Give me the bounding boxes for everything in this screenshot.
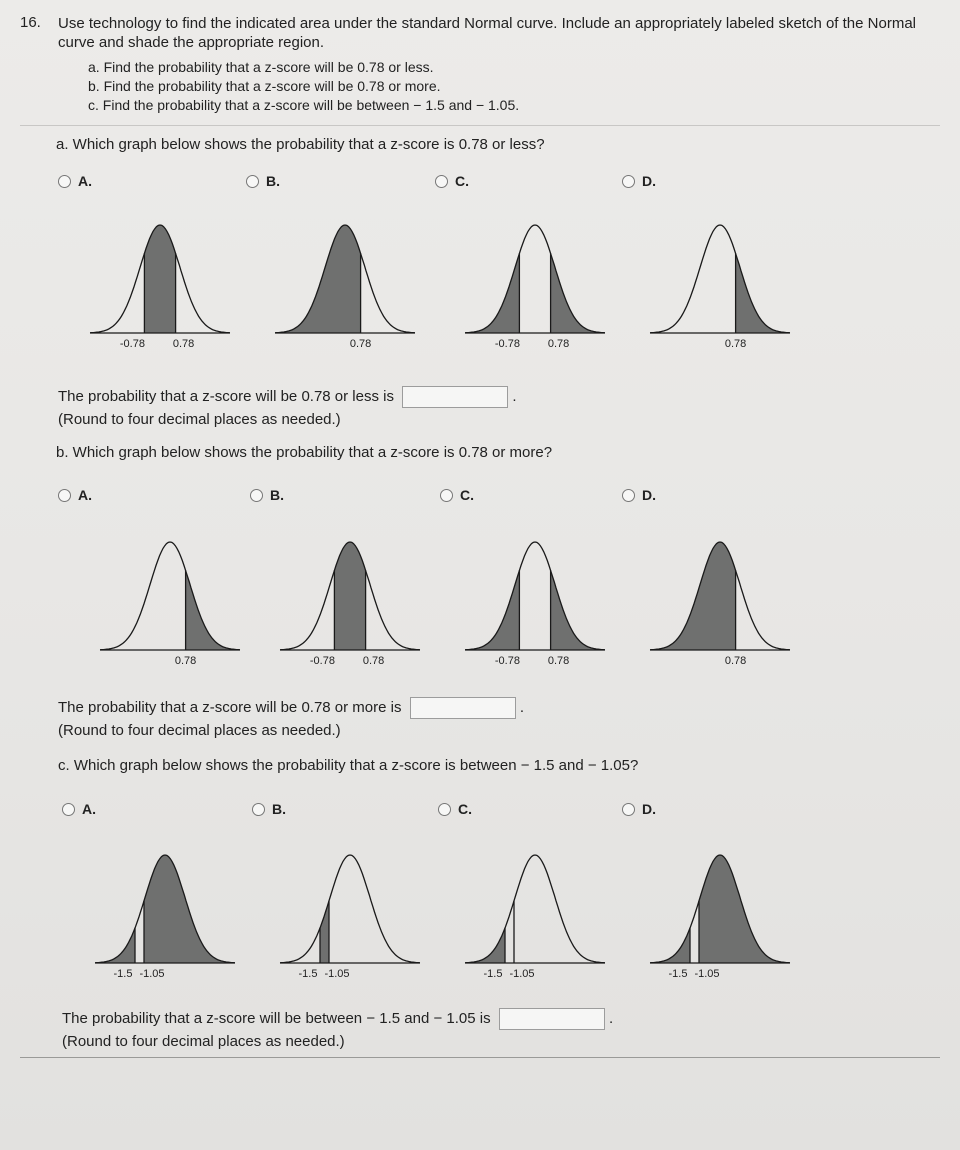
part-a-option-d[interactable]: D. bbox=[622, 173, 656, 189]
part-c-graph-a bbox=[95, 845, 235, 993]
part-c-graph-c bbox=[465, 845, 605, 993]
normal-curve-plot bbox=[275, 215, 415, 358]
item-a: a. Find the probability that a z-score will be 0.78 or less. bbox=[88, 59, 434, 75]
radio-button[interactable] bbox=[58, 175, 71, 188]
part-c-option-c[interactable]: C. bbox=[438, 801, 472, 817]
part-b-graph-d bbox=[650, 532, 790, 680]
part-b-option-c[interactable]: C. bbox=[440, 487, 474, 503]
radio-button[interactable] bbox=[438, 803, 451, 816]
normal-curve bbox=[465, 542, 605, 650]
radio-button[interactable] bbox=[246, 175, 259, 188]
tick-label: 0.78 bbox=[362, 655, 385, 667]
part-c-answer-note: (Round to four decimal places as needed.) bbox=[62, 1033, 345, 1050]
shaded-region bbox=[144, 855, 235, 963]
period: . bbox=[519, 698, 524, 716]
question-number: 16. bbox=[20, 14, 41, 31]
radio-button[interactable] bbox=[250, 489, 263, 502]
tick-label: -1.05 bbox=[509, 968, 535, 980]
shaded-region bbox=[275, 225, 361, 333]
part-b-graph-a bbox=[100, 532, 240, 680]
tick-label: 0.78 bbox=[349, 338, 372, 350]
normal-curve-plot bbox=[465, 215, 605, 358]
part-c-answer-line bbox=[62, 1008, 613, 1030]
part-a-answer-input[interactable] bbox=[402, 386, 508, 408]
part-c-answer-input[interactable] bbox=[499, 1008, 605, 1030]
part-b-graph-c bbox=[465, 532, 605, 680]
tick-label: -1.05 bbox=[324, 968, 350, 980]
part-b-answer-text: The probability that a z-score will be 0.78 or more is bbox=[58, 698, 402, 716]
part-a-graph-c bbox=[465, 215, 605, 363]
radio-button[interactable] bbox=[622, 175, 635, 188]
divider bbox=[20, 125, 940, 126]
radio-button[interactable] bbox=[440, 489, 453, 502]
normal-curve-plot bbox=[90, 215, 230, 358]
part-b-answer-line bbox=[58, 697, 524, 719]
normal-curve bbox=[465, 855, 605, 963]
part-b-option-b[interactable]: B. bbox=[250, 487, 284, 503]
tick-label: 0.78 bbox=[547, 655, 570, 667]
part-b-graph-b bbox=[280, 532, 420, 680]
tick-label: 0.78 bbox=[172, 338, 195, 350]
normal-curve bbox=[100, 542, 240, 650]
part-a-prompt: a. Which graph below shows the probability that a z-score is 0.78 or less? bbox=[56, 136, 545, 153]
normal-curve-plot bbox=[100, 532, 240, 675]
tick-label: -1.05 bbox=[139, 968, 165, 980]
item-b: b. Find the probability that a z-score will be 0.78 or more. bbox=[88, 78, 441, 94]
tick-label: -0.78 bbox=[119, 338, 145, 350]
normal-curve-plot bbox=[95, 845, 235, 988]
part-a-answer-note: (Round to four decimal places as needed.) bbox=[58, 411, 341, 428]
part-c-option-a[interactable]: A. bbox=[62, 801, 96, 817]
normal-curve-plot bbox=[465, 845, 605, 988]
tick-label: -0.78 bbox=[309, 655, 335, 667]
period: . bbox=[608, 1009, 614, 1027]
part-b-answer-note: (Round to four decimal places as needed.) bbox=[58, 722, 341, 739]
part-a-graph-d bbox=[650, 215, 790, 363]
shaded-region bbox=[650, 542, 736, 650]
part-b-option-a[interactable]: A. bbox=[58, 487, 92, 503]
normal-curve-plot bbox=[465, 532, 605, 675]
tick-label: 0.78 bbox=[547, 338, 570, 350]
part-a-graph-b bbox=[275, 215, 415, 363]
part-c-prompt: c. Which graph below shows the probability that a z-score is between − 1.5 and − 1.05? bbox=[58, 757, 639, 774]
part-c-option-b[interactable]: B. bbox=[252, 801, 286, 817]
radio-button[interactable] bbox=[622, 803, 635, 816]
part-c-answer-text: The probability that a z-score will be between − 1.5 and − 1.05 is bbox=[62, 1009, 491, 1027]
tick-label: -1.5 bbox=[483, 968, 503, 980]
radio-button[interactable] bbox=[58, 489, 71, 502]
tick-label: -1.05 bbox=[694, 968, 720, 980]
normal-curve bbox=[280, 855, 420, 963]
tick-label: -1.5 bbox=[298, 968, 318, 980]
tick-label: 0.78 bbox=[174, 655, 197, 667]
normal-curve-plot bbox=[280, 845, 420, 988]
tick-label: 0.78 bbox=[724, 338, 747, 350]
part-a-answer-line bbox=[58, 386, 517, 408]
part-c-graph-d bbox=[650, 845, 790, 993]
radio-button[interactable] bbox=[252, 803, 265, 816]
part-c-option-d[interactable]: D. bbox=[622, 801, 656, 817]
part-a-option-c[interactable]: C. bbox=[435, 173, 469, 189]
part-a-option-b[interactable]: B. bbox=[246, 173, 280, 189]
normal-curve bbox=[650, 225, 790, 333]
question-text: Use technology to find the indicated area under the standard Normal curve. Include an appropriately labeled sketch of the Normal curve and shade the appropriate region. bbox=[58, 15, 917, 51]
period: . bbox=[512, 387, 517, 405]
part-b-prompt: b. Which graph below shows the probability that a z-score is 0.78 or more? bbox=[56, 444, 553, 461]
part-a-graph-a bbox=[90, 215, 230, 363]
tick-label: -0.78 bbox=[494, 655, 520, 667]
tick-label: -1.5 bbox=[668, 968, 688, 980]
normal-curve-plot bbox=[650, 532, 790, 675]
shaded-region bbox=[699, 855, 790, 963]
part-c-graph-b bbox=[280, 845, 420, 993]
part-b-answer-input[interactable] bbox=[410, 697, 516, 719]
bottom-divider bbox=[20, 1057, 940, 1058]
part-a-option-a[interactable]: A. bbox=[58, 173, 92, 189]
radio-button[interactable] bbox=[435, 175, 448, 188]
tick-label: 0.78 bbox=[724, 655, 747, 667]
part-a-answer-text: The probability that a z-score will be 0.78 or less is bbox=[58, 387, 394, 405]
tick-label: -0.78 bbox=[494, 338, 520, 350]
part-b-option-d[interactable]: D. bbox=[622, 487, 656, 503]
shaded-region bbox=[320, 901, 329, 963]
normal-curve-plot bbox=[650, 845, 790, 988]
item-c: c. Find the probability that a z-score will be between − 1.5 and − 1.05. bbox=[88, 97, 520, 113]
normal-curve-plot bbox=[280, 532, 420, 675]
normal-curve bbox=[465, 225, 605, 333]
radio-button[interactable] bbox=[622, 489, 635, 502]
tick-label: -1.5 bbox=[113, 968, 133, 980]
radio-button[interactable] bbox=[62, 803, 75, 816]
normal-curve-plot bbox=[650, 215, 790, 358]
